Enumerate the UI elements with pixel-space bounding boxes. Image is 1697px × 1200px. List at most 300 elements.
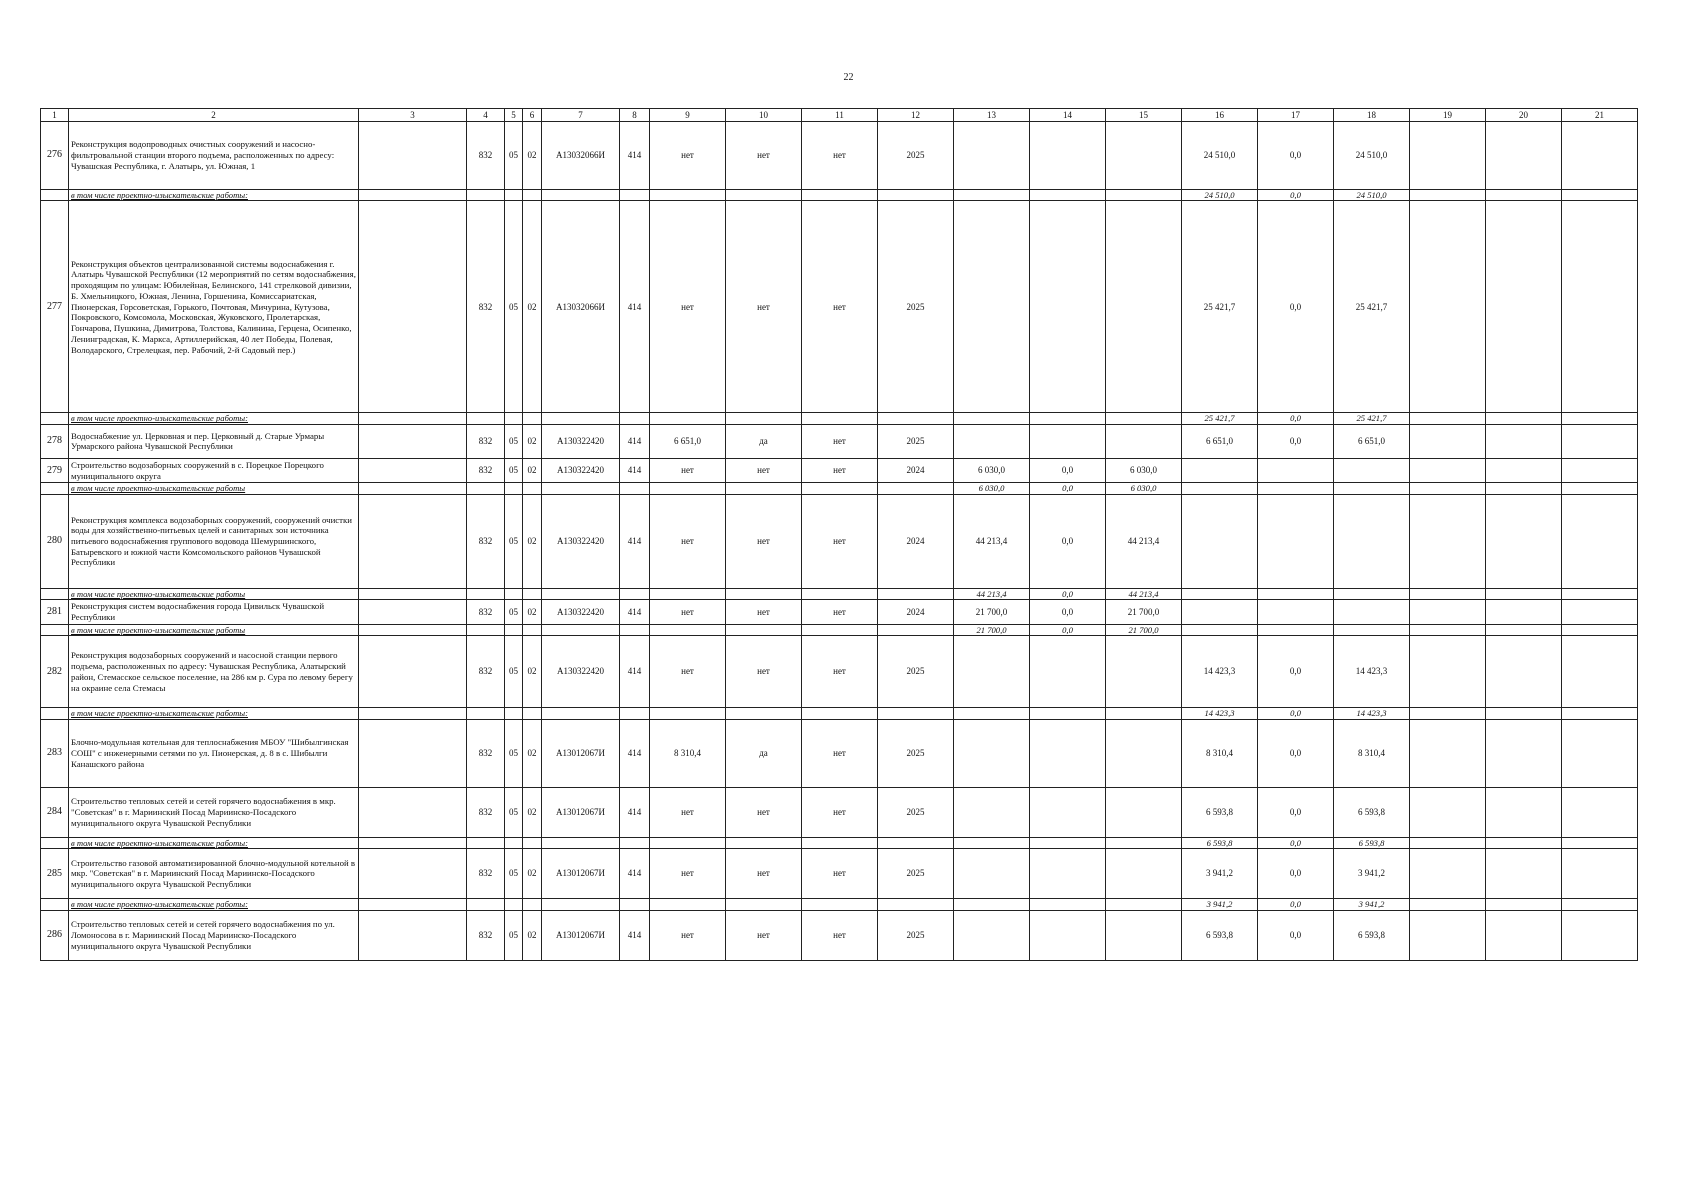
table-row bbox=[41, 458, 1638, 482]
cell-c15: 6 030,0 bbox=[1106, 458, 1182, 482]
subtotal-c17: 0,0 bbox=[1258, 708, 1334, 719]
row-number: 280 bbox=[41, 494, 69, 588]
project-name: Строительство тепловых сетей и сетей горячего водоснабжения в мкр. "Советская" в г. Мариинский Посад Мариинско-Посадского муниципального округа Чувашской Республики bbox=[69, 787, 359, 837]
cell-c4: 832 bbox=[467, 201, 505, 413]
cell-c20 bbox=[1486, 424, 1562, 458]
subtotal-label: в том числе проектно-изыскательские работы bbox=[69, 624, 359, 635]
subtotal-empty-cell bbox=[1486, 413, 1562, 424]
subtotal-empty-cell bbox=[505, 837, 523, 848]
subtotal-c16 bbox=[1182, 483, 1258, 494]
subtotal-empty-cell bbox=[505, 588, 523, 599]
subtotal-empty-cell bbox=[1486, 624, 1562, 635]
cell-c15: 44 213,4 bbox=[1106, 494, 1182, 588]
cell-c11: нет bbox=[802, 910, 878, 960]
cell-c7: А130322420 bbox=[542, 458, 620, 482]
subtotal-row bbox=[41, 708, 1638, 719]
subtotal-empty-cell bbox=[620, 483, 650, 494]
subtotal-empty-cell bbox=[1410, 899, 1486, 910]
subtotal-empty-cell bbox=[505, 708, 523, 719]
subtotal-empty-cell bbox=[726, 190, 802, 201]
cell-c13 bbox=[954, 849, 1030, 899]
cell-c4: 832 bbox=[467, 424, 505, 458]
subtotal-empty-cell bbox=[523, 708, 542, 719]
cell-c9: нет bbox=[650, 494, 726, 588]
cell-c4: 832 bbox=[467, 494, 505, 588]
subtotal-c18: 3 941,2 bbox=[1334, 899, 1410, 910]
cell-c21 bbox=[1562, 122, 1638, 190]
subtotal-empty-cell bbox=[1486, 708, 1562, 719]
subtotal-c13 bbox=[954, 899, 1030, 910]
subtotal-empty-cell bbox=[359, 837, 467, 848]
subtotal-c17: 0,0 bbox=[1258, 413, 1334, 424]
subtotal-c16: 24 510,0 bbox=[1182, 190, 1258, 201]
subtotal-empty-cell bbox=[359, 624, 467, 635]
subtotal-label: в том числе проектно-изыскательские работы bbox=[69, 588, 359, 599]
cell-c11: нет bbox=[802, 424, 878, 458]
cell-c10: да bbox=[726, 719, 802, 787]
row-number: 277 bbox=[41, 201, 69, 413]
cell-c9: нет bbox=[650, 910, 726, 960]
cell-c15: 21 700,0 bbox=[1106, 600, 1182, 624]
cell-c13: 21 700,0 bbox=[954, 600, 1030, 624]
cell-c16 bbox=[1182, 458, 1258, 482]
col-3-cell bbox=[359, 424, 467, 458]
column-number-1: 1 bbox=[41, 109, 69, 122]
subtotal-row-number bbox=[41, 837, 69, 848]
cell-c11: нет bbox=[802, 719, 878, 787]
cell-c13 bbox=[954, 910, 1030, 960]
subtotal-empty-cell bbox=[1562, 837, 1638, 848]
subtotal-row-number bbox=[41, 413, 69, 424]
subtotal-empty-cell bbox=[523, 899, 542, 910]
subtotal-empty-cell bbox=[726, 837, 802, 848]
cell-c17: 0,0 bbox=[1258, 424, 1334, 458]
subtotal-row-number bbox=[41, 483, 69, 494]
cell-c10: да bbox=[726, 424, 802, 458]
subtotal-empty-cell bbox=[523, 837, 542, 848]
subtotal-empty-cell bbox=[1486, 190, 1562, 201]
cell-c13: 6 030,0 bbox=[954, 458, 1030, 482]
col-3-cell bbox=[359, 910, 467, 960]
subtotal-row bbox=[41, 588, 1638, 599]
cell-c20 bbox=[1486, 849, 1562, 899]
subtotal-c17: 0,0 bbox=[1258, 899, 1334, 910]
cell-c17: 0,0 bbox=[1258, 719, 1334, 787]
subtotal-empty-cell bbox=[650, 190, 726, 201]
cell-c21 bbox=[1562, 849, 1638, 899]
subtotal-row-number bbox=[41, 190, 69, 201]
cell-c4: 832 bbox=[467, 122, 505, 190]
subtotal-empty-cell bbox=[1410, 190, 1486, 201]
cell-c13 bbox=[954, 201, 1030, 413]
subtotal-label: в том числе проектно-изыскательские работы: bbox=[69, 190, 359, 201]
cell-c4: 832 bbox=[467, 600, 505, 624]
cell-c17 bbox=[1258, 494, 1334, 588]
subtotal-empty-cell bbox=[505, 899, 523, 910]
cell-c18: 8 310,4 bbox=[1334, 719, 1410, 787]
cell-c15 bbox=[1106, 636, 1182, 708]
cell-c15 bbox=[1106, 910, 1182, 960]
cell-c20 bbox=[1486, 458, 1562, 482]
subtotal-empty-cell bbox=[878, 837, 954, 848]
cell-c7: А13012067И bbox=[542, 719, 620, 787]
subtotal-row bbox=[41, 483, 1638, 494]
cell-c10: нет bbox=[726, 636, 802, 708]
column-number-14: 14 bbox=[1030, 109, 1106, 122]
subtotal-c16: 14 423,3 bbox=[1182, 708, 1258, 719]
subtotal-label: в том числе проектно-изыскательские работы: bbox=[69, 413, 359, 424]
cell-c19 bbox=[1410, 636, 1486, 708]
subtotal-empty-cell bbox=[1410, 624, 1486, 635]
column-number-20: 20 bbox=[1486, 109, 1562, 122]
subtotal-c17: 0,0 bbox=[1258, 190, 1334, 201]
table-row bbox=[41, 424, 1638, 458]
page-number: 22 bbox=[843, 72, 854, 83]
cell-c17: 0,0 bbox=[1258, 122, 1334, 190]
subtotal-empty-cell bbox=[620, 190, 650, 201]
column-number-17: 17 bbox=[1258, 109, 1334, 122]
subtotal-empty-cell bbox=[467, 899, 505, 910]
subtotal-c15: 21 700,0 bbox=[1106, 624, 1182, 635]
cell-c5: 05 bbox=[505, 458, 523, 482]
cell-c19 bbox=[1410, 494, 1486, 588]
cell-c12: 2025 bbox=[878, 424, 954, 458]
subtotal-c17 bbox=[1258, 483, 1334, 494]
cell-c7: А13032066И bbox=[542, 201, 620, 413]
cell-c13 bbox=[954, 719, 1030, 787]
cell-c6: 02 bbox=[523, 787, 542, 837]
cell-c16: 8 310,4 bbox=[1182, 719, 1258, 787]
cell-c17: 0,0 bbox=[1258, 201, 1334, 413]
cell-c15 bbox=[1106, 201, 1182, 413]
cell-c11: нет bbox=[802, 201, 878, 413]
cell-c21 bbox=[1562, 719, 1638, 787]
row-number: 278 bbox=[41, 424, 69, 458]
cell-c21 bbox=[1562, 494, 1638, 588]
subtotal-empty-cell bbox=[1486, 837, 1562, 848]
cell-c11: нет bbox=[802, 600, 878, 624]
subtotal-empty-cell bbox=[802, 190, 878, 201]
column-number-7: 7 bbox=[542, 109, 620, 122]
cell-c13: 44 213,4 bbox=[954, 494, 1030, 588]
cell-c18 bbox=[1334, 600, 1410, 624]
cell-c8: 414 bbox=[620, 636, 650, 708]
column-number-16: 16 bbox=[1182, 109, 1258, 122]
subtotal-c14: 0,0 bbox=[1030, 483, 1106, 494]
col-3-cell bbox=[359, 849, 467, 899]
cell-c17: 0,0 bbox=[1258, 849, 1334, 899]
subtotal-c15: 6 030,0 bbox=[1106, 483, 1182, 494]
subtotal-c16: 25 421,7 bbox=[1182, 413, 1258, 424]
subtotal-empty-cell bbox=[1562, 588, 1638, 599]
cell-c13 bbox=[954, 122, 1030, 190]
cell-c13 bbox=[954, 787, 1030, 837]
subtotal-empty-cell bbox=[802, 413, 878, 424]
subtotal-c17 bbox=[1258, 588, 1334, 599]
cell-c16: 6 593,8 bbox=[1182, 910, 1258, 960]
subtotal-empty-cell bbox=[467, 588, 505, 599]
subtotal-empty-cell bbox=[467, 483, 505, 494]
cell-c7: А130322420 bbox=[542, 494, 620, 588]
cell-c21 bbox=[1562, 201, 1638, 413]
subtotal-c13: 21 700,0 bbox=[954, 624, 1030, 635]
subtotal-c13: 6 030,0 bbox=[954, 483, 1030, 494]
subtotal-c16 bbox=[1182, 588, 1258, 599]
subtotal-empty-cell bbox=[1562, 413, 1638, 424]
cell-c14 bbox=[1030, 787, 1106, 837]
col-3-cell bbox=[359, 600, 467, 624]
row-number: 281 bbox=[41, 600, 69, 624]
subtotal-empty-cell bbox=[542, 708, 620, 719]
table-row bbox=[41, 849, 1638, 899]
subtotal-empty-cell bbox=[523, 624, 542, 635]
column-number-13: 13 bbox=[954, 109, 1030, 122]
subtotal-empty-cell bbox=[878, 483, 954, 494]
cell-c7: А13012067И bbox=[542, 849, 620, 899]
subtotal-row-number bbox=[41, 899, 69, 910]
subtotal-empty-cell bbox=[1410, 708, 1486, 719]
cell-c17 bbox=[1258, 600, 1334, 624]
subtotal-empty-cell bbox=[878, 624, 954, 635]
column-number-18: 18 bbox=[1334, 109, 1410, 122]
project-name: Строительство газовой автоматизированной блочно-модульной котельной в мкр. "Советская" в г. Мариинский Посад Мариинско-Посадского муниципального округа Чувашской Республики bbox=[69, 849, 359, 899]
cell-c12: 2024 bbox=[878, 600, 954, 624]
cell-c6: 02 bbox=[523, 458, 542, 482]
cell-c9: нет bbox=[650, 201, 726, 413]
cell-c19 bbox=[1410, 201, 1486, 413]
cell-c20 bbox=[1486, 494, 1562, 588]
cell-c4: 832 bbox=[467, 719, 505, 787]
cell-c19 bbox=[1410, 787, 1486, 837]
table-row bbox=[41, 494, 1638, 588]
subtotal-label: в том числе проектно-изыскательские работы bbox=[69, 483, 359, 494]
cell-c17: 0,0 bbox=[1258, 787, 1334, 837]
subtotal-empty-cell bbox=[523, 190, 542, 201]
cell-c12: 2024 bbox=[878, 494, 954, 588]
cell-c6: 02 bbox=[523, 494, 542, 588]
table-row bbox=[41, 201, 1638, 413]
col-3-cell bbox=[359, 122, 467, 190]
cell-c11: нет bbox=[802, 636, 878, 708]
subtotal-row-number bbox=[41, 708, 69, 719]
subtotal-empty-cell bbox=[620, 588, 650, 599]
subtotal-row bbox=[41, 837, 1638, 848]
column-number-3: 3 bbox=[359, 109, 467, 122]
subtotal-empty-cell bbox=[542, 413, 620, 424]
subtotal-c14 bbox=[1030, 899, 1106, 910]
subtotal-empty-cell bbox=[650, 413, 726, 424]
subtotal-c17: 0,0 bbox=[1258, 837, 1334, 848]
project-name: Водоснабжение ул. Церковная и пер. Церковный д. Старые Урмары Урмарского района Чувашской Республики bbox=[69, 424, 359, 458]
column-number-4: 4 bbox=[467, 109, 505, 122]
cell-c9: нет bbox=[650, 122, 726, 190]
cell-c6: 02 bbox=[523, 201, 542, 413]
subtotal-empty-cell bbox=[359, 413, 467, 424]
column-number-15: 15 bbox=[1106, 109, 1182, 122]
subtotal-row bbox=[41, 190, 1638, 201]
subtotal-empty-cell bbox=[802, 483, 878, 494]
subtotal-c16: 3 941,2 bbox=[1182, 899, 1258, 910]
subtotal-empty-cell bbox=[467, 624, 505, 635]
cell-c5: 05 bbox=[505, 122, 523, 190]
subtotal-empty-cell bbox=[726, 483, 802, 494]
subtotal-empty-cell bbox=[542, 588, 620, 599]
cell-c14 bbox=[1030, 910, 1106, 960]
cell-c9: нет bbox=[650, 849, 726, 899]
cell-c17: 0,0 bbox=[1258, 910, 1334, 960]
project-name: Реконструкция объектов централизованной системы водоснабжения г. Алатырь Чувашской Республики (12 мероприятий по сетям водоснабжения, проходящим по улицам: Юбилейная, Белинского, 141 стрелковой дивизии, Б. Хмельницкого, Южная, Ленина, Горшенина, Комиссариатская, Пионерская, Горсоветская, Горького, Почтовая, Мичурина, Кутузова, Покровского, Комсомола, Московская, Жуковского, Пролетарская, Гончарова, Пушкина, Димитрова, Толстова, Калинина, Герцена, Осипенко, Ленинградская, К. Маркса, Артиллерийская, 40 лет Победы, Полевая, Володарского, Стрелецкая, пер. Рабочий, 2-й Садовый пер.) bbox=[69, 201, 359, 413]
cell-c10: нет bbox=[726, 910, 802, 960]
subtotal-empty-cell bbox=[1410, 588, 1486, 599]
cell-c8: 414 bbox=[620, 600, 650, 624]
subtotal-empty-cell bbox=[878, 899, 954, 910]
cell-c12: 2025 bbox=[878, 122, 954, 190]
subtotal-empty-cell bbox=[542, 837, 620, 848]
subtotal-empty-cell bbox=[650, 708, 726, 719]
cell-c11: нет bbox=[802, 122, 878, 190]
cell-c16: 14 423,3 bbox=[1182, 636, 1258, 708]
cell-c16: 24 510,0 bbox=[1182, 122, 1258, 190]
subtotal-c15: 44 213,4 bbox=[1106, 588, 1182, 599]
subtotal-empty-cell bbox=[542, 190, 620, 201]
subtotal-empty-cell bbox=[505, 624, 523, 635]
cell-c7: А130322420 bbox=[542, 636, 620, 708]
subtotal-empty-cell bbox=[523, 413, 542, 424]
cell-c12: 2025 bbox=[878, 787, 954, 837]
cell-c21 bbox=[1562, 424, 1638, 458]
subtotal-empty-cell bbox=[620, 413, 650, 424]
cell-c18 bbox=[1334, 458, 1410, 482]
cell-c5: 05 bbox=[505, 910, 523, 960]
subtotal-row bbox=[41, 899, 1638, 910]
subtotal-empty-cell bbox=[1562, 190, 1638, 201]
subtotal-c14: 0,0 bbox=[1030, 588, 1106, 599]
cell-c15 bbox=[1106, 849, 1182, 899]
subtotal-empty-cell bbox=[726, 588, 802, 599]
subtotal-empty-cell bbox=[1562, 899, 1638, 910]
subtotal-empty-cell bbox=[802, 837, 878, 848]
cell-c18: 6 593,8 bbox=[1334, 910, 1410, 960]
table-row bbox=[41, 787, 1638, 837]
subtotal-empty-cell bbox=[650, 899, 726, 910]
cell-c14 bbox=[1030, 201, 1106, 413]
col-3-cell bbox=[359, 719, 467, 787]
cell-c21 bbox=[1562, 458, 1638, 482]
cell-c6: 02 bbox=[523, 849, 542, 899]
subtotal-c13 bbox=[954, 837, 1030, 848]
cell-c15 bbox=[1106, 787, 1182, 837]
column-number-6: 6 bbox=[523, 109, 542, 122]
subtotal-row bbox=[41, 413, 1638, 424]
subtotal-c14 bbox=[1030, 708, 1106, 719]
subtotal-empty-cell bbox=[359, 190, 467, 201]
cell-c14 bbox=[1030, 636, 1106, 708]
subtotal-empty-cell bbox=[1562, 624, 1638, 635]
cell-c8: 414 bbox=[620, 719, 650, 787]
cell-c8: 414 bbox=[620, 494, 650, 588]
cell-c9: нет bbox=[650, 787, 726, 837]
subtotal-c18: 25 421,7 bbox=[1334, 413, 1410, 424]
cell-c20 bbox=[1486, 636, 1562, 708]
cell-c14 bbox=[1030, 122, 1106, 190]
table-row bbox=[41, 122, 1638, 190]
subtotal-empty-cell bbox=[878, 588, 954, 599]
column-number-10: 10 bbox=[726, 109, 802, 122]
col-3-cell bbox=[359, 201, 467, 413]
subtotal-empty-cell bbox=[523, 588, 542, 599]
project-name: Строительство тепловых сетей и сетей горячего водоснабжения по ул. Ломоносова в г. Мариинский Посад Мариинско-Посадского муниципального округа Чувашской Республики bbox=[69, 910, 359, 960]
subtotal-c18 bbox=[1334, 588, 1410, 599]
subtotal-empty-cell bbox=[1486, 588, 1562, 599]
subtotal-empty-cell bbox=[1486, 483, 1562, 494]
cell-c16 bbox=[1182, 600, 1258, 624]
cell-c19 bbox=[1410, 458, 1486, 482]
cell-c10: нет bbox=[726, 600, 802, 624]
cell-c15 bbox=[1106, 719, 1182, 787]
subtotal-empty-cell bbox=[359, 588, 467, 599]
column-number-9: 9 bbox=[650, 109, 726, 122]
table-body bbox=[41, 122, 1638, 961]
subtotal-empty-cell bbox=[802, 708, 878, 719]
column-number-row bbox=[41, 109, 1638, 122]
cell-c8: 414 bbox=[620, 201, 650, 413]
subtotal-c13: 44 213,4 bbox=[954, 588, 1030, 599]
subtotal-c18 bbox=[1334, 624, 1410, 635]
cell-c12: 2025 bbox=[878, 849, 954, 899]
row-number: 284 bbox=[41, 787, 69, 837]
cell-c20 bbox=[1486, 122, 1562, 190]
cell-c9: нет bbox=[650, 600, 726, 624]
cell-c18: 6 651,0 bbox=[1334, 424, 1410, 458]
cell-c12: 2024 bbox=[878, 458, 954, 482]
subtotal-c13 bbox=[954, 190, 1030, 201]
table-row bbox=[41, 636, 1638, 708]
cell-c10: нет bbox=[726, 201, 802, 413]
subtotal-row-number bbox=[41, 588, 69, 599]
col-3-cell bbox=[359, 787, 467, 837]
cell-c4: 832 bbox=[467, 910, 505, 960]
subtotal-empty-cell bbox=[620, 837, 650, 848]
subtotal-c18 bbox=[1334, 483, 1410, 494]
cell-c5: 05 bbox=[505, 494, 523, 588]
cell-c10: нет bbox=[726, 494, 802, 588]
subtotal-empty-cell bbox=[802, 899, 878, 910]
cell-c14: 0,0 bbox=[1030, 600, 1106, 624]
subtotal-empty-cell bbox=[726, 413, 802, 424]
cell-c9: нет bbox=[650, 458, 726, 482]
subtotal-c14: 0,0 bbox=[1030, 624, 1106, 635]
project-name: Реконструкция систем водоснабжения города Цивильск Чувашской Республики bbox=[69, 600, 359, 624]
row-number: 276 bbox=[41, 122, 69, 190]
cell-c4: 832 bbox=[467, 849, 505, 899]
cell-c6: 02 bbox=[523, 719, 542, 787]
subtotal-empty-cell bbox=[542, 483, 620, 494]
cell-c21 bbox=[1562, 636, 1638, 708]
cell-c5: 05 bbox=[505, 787, 523, 837]
column-number-19: 19 bbox=[1410, 109, 1486, 122]
cell-c16: 25 421,7 bbox=[1182, 201, 1258, 413]
subtotal-empty-cell bbox=[1486, 899, 1562, 910]
subtotal-c13 bbox=[954, 708, 1030, 719]
cell-c18: 25 421,7 bbox=[1334, 201, 1410, 413]
subtotal-empty-cell bbox=[467, 190, 505, 201]
subtotal-c18: 14 423,3 bbox=[1334, 708, 1410, 719]
subtotal-row bbox=[41, 624, 1638, 635]
subtotal-empty-cell bbox=[505, 483, 523, 494]
cell-c12: 2025 bbox=[878, 719, 954, 787]
subtotal-c14 bbox=[1030, 837, 1106, 848]
subtotal-empty-cell bbox=[802, 624, 878, 635]
